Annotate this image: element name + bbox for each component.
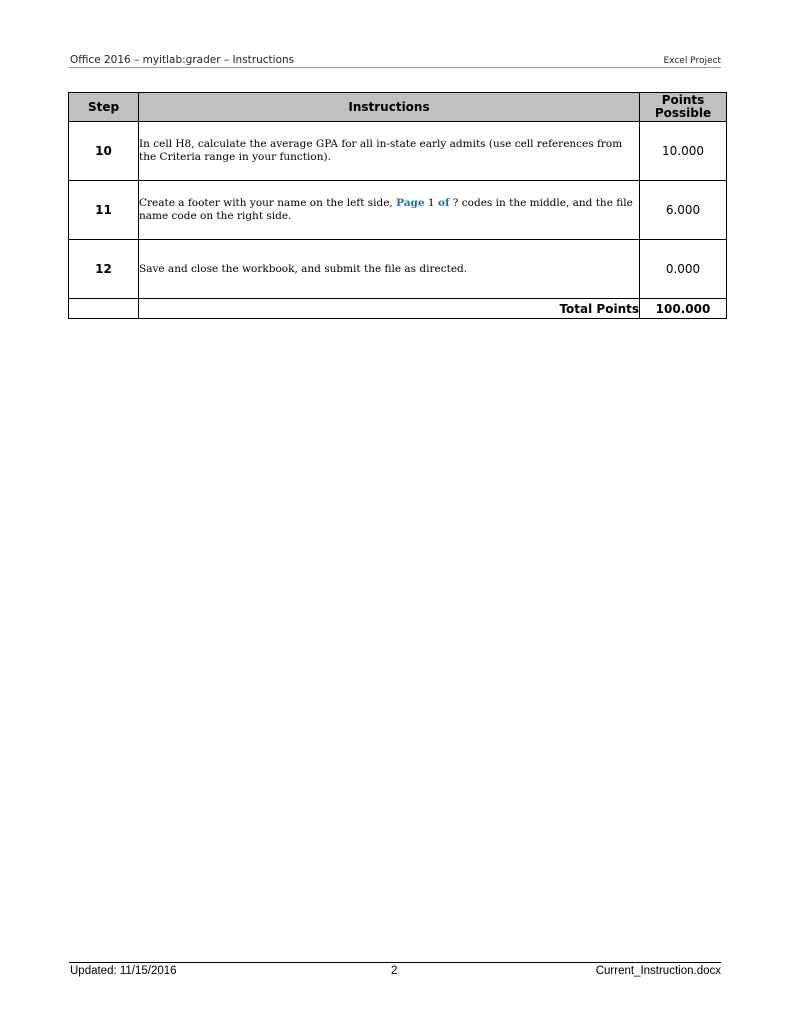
footer-filename: Current_Instruction.docx: [595, 965, 721, 977]
column-header-step: Step: [69, 93, 139, 122]
points-value: 0.000: [640, 240, 727, 299]
points-header-line1: Points: [661, 93, 705, 107]
step-number: 12: [69, 240, 139, 299]
instructions-table: [68, 92, 727, 319]
step-number: 10: [69, 122, 139, 181]
instruction-text: Save and close the workbook, and submit the file as directed.: [139, 240, 640, 299]
header-title: Office 2016 – myitlab:grader – Instructions: [70, 54, 295, 66]
page-footer: [69, 962, 721, 983]
points-header-line2: Possible: [654, 106, 712, 120]
table-header-row: [69, 93, 727, 122]
table-row: [69, 240, 727, 299]
total-row: [69, 299, 727, 319]
instruction-text: [139, 181, 640, 240]
of-code: of: [437, 197, 450, 209]
column-header-instructions: Instructions: [139, 93, 640, 122]
instruction-text-part: Create a footer with your name on the left side,: [139, 197, 397, 209]
table-row: [69, 122, 727, 181]
header-project: Excel Project: [663, 56, 721, 66]
points-value: 10.000: [640, 122, 727, 181]
total-points-value: 100.000: [640, 299, 727, 319]
total-points-label: Total Points: [139, 299, 640, 319]
points-value: 6.000: [640, 181, 727, 240]
column-header-points: [640, 93, 727, 122]
total-empty-cell: [69, 299, 139, 319]
footer-updated: Updated: 11/15/2016: [70, 965, 177, 977]
page-code: Page: [396, 197, 425, 209]
page-header: [69, 53, 721, 68]
table-row: [69, 181, 727, 240]
page-number-code: 1: [424, 197, 438, 209]
instruction-text: In cell H8, calculate the average GPA for all in-state early admits (use cell references from the Criteria range in your function).: [139, 122, 640, 181]
instruction-text-part: ? codes in the middle, and the file name code on the right side.: [139, 197, 633, 222]
footer-page-number: 2: [391, 965, 398, 977]
step-number: 11: [69, 181, 139, 240]
